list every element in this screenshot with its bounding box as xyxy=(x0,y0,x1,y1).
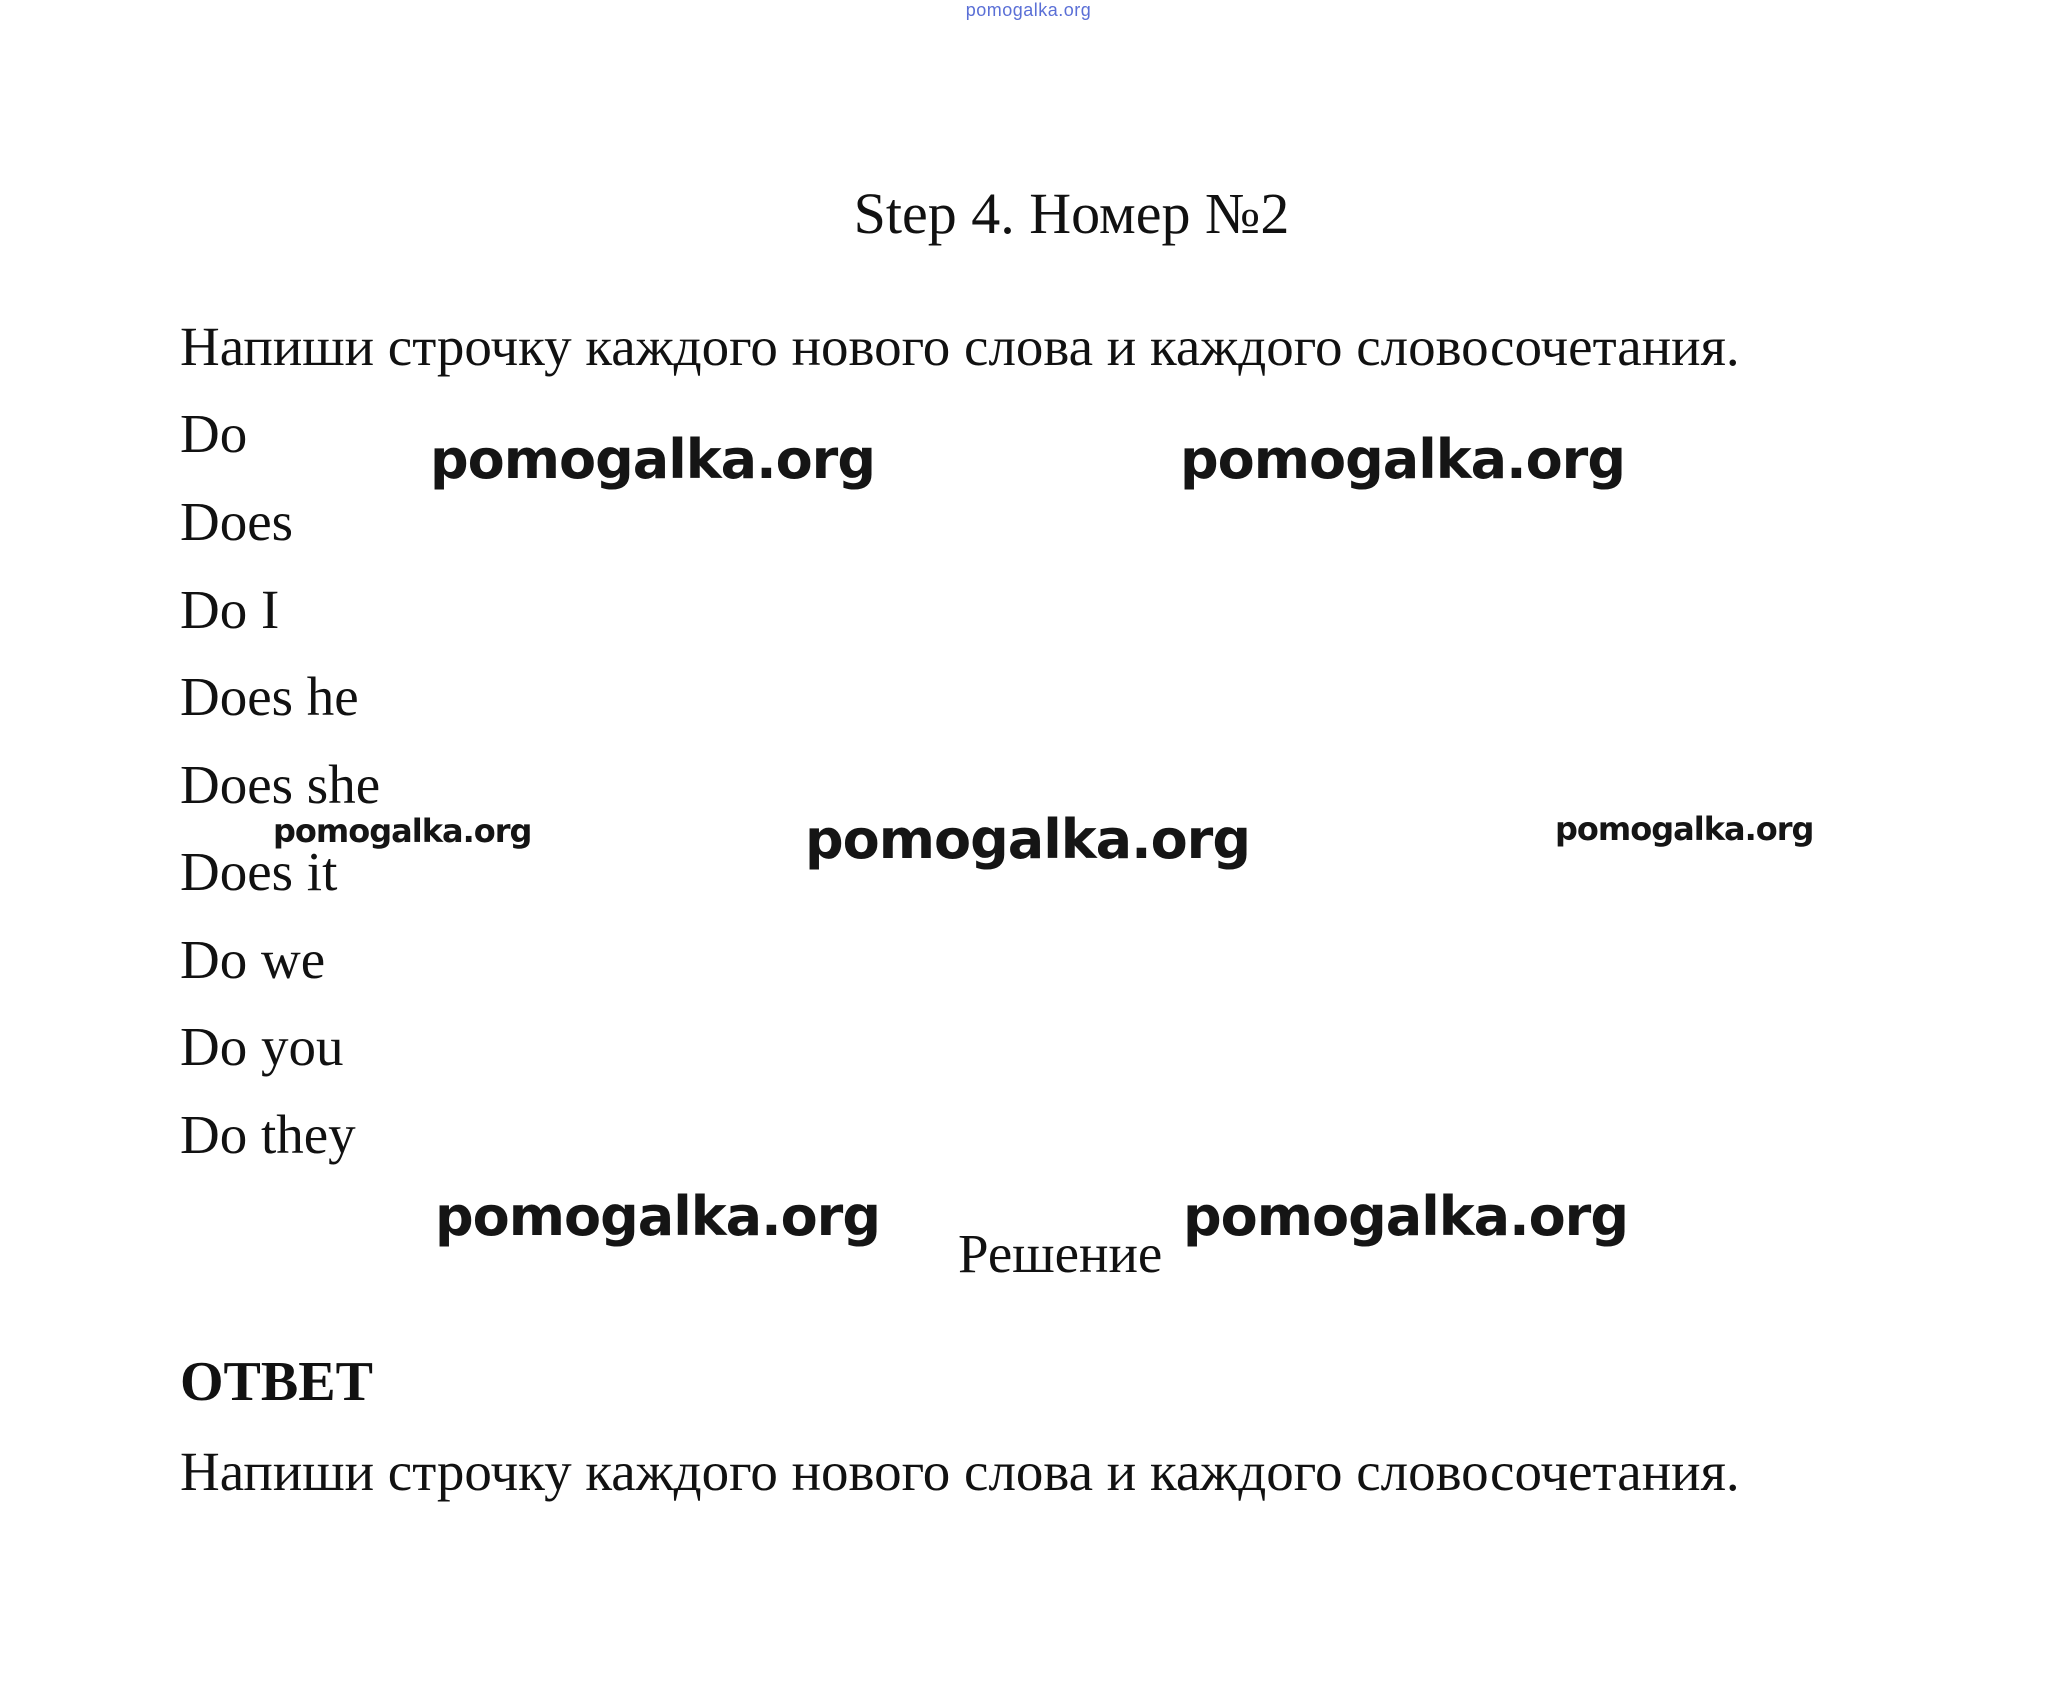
word-item: Do xyxy=(180,403,248,464)
task-instruction: Напиши строчку каждого нового слова и каждого словосочетания. xyxy=(180,316,1740,377)
answer-heading: ОТВЕТ xyxy=(180,1351,373,1413)
word-item: Does she xyxy=(180,754,381,815)
word-item: Does it xyxy=(180,841,338,902)
watermark: pomogalka.org xyxy=(1183,1185,1628,1248)
solution-link[interactable]: Решение xyxy=(958,1223,1163,1284)
page-title: Step 4. Номер №2 xyxy=(853,181,1290,246)
watermark: pomogalka.org xyxy=(435,1185,880,1248)
answer-text: Напиши строчку каждого нового слова и каждого словосочетания. xyxy=(180,1441,1740,1502)
watermark: pomogalka.org xyxy=(430,428,875,491)
word-item: Do we xyxy=(180,929,326,990)
word-item: Do they xyxy=(180,1104,356,1165)
word-item: Do I xyxy=(180,579,280,640)
site-link[interactable]: pomogalka.org xyxy=(965,0,1092,20)
watermark: pomogalka.org xyxy=(805,808,1250,871)
word-item: Does he xyxy=(180,666,359,727)
word-item: Does xyxy=(180,491,294,552)
word-item: Do you xyxy=(180,1016,344,1077)
watermark: pomogalka.org xyxy=(273,812,532,850)
watermark: pomogalka.org xyxy=(1555,810,1814,848)
watermark: pomogalka.org xyxy=(1180,428,1625,491)
